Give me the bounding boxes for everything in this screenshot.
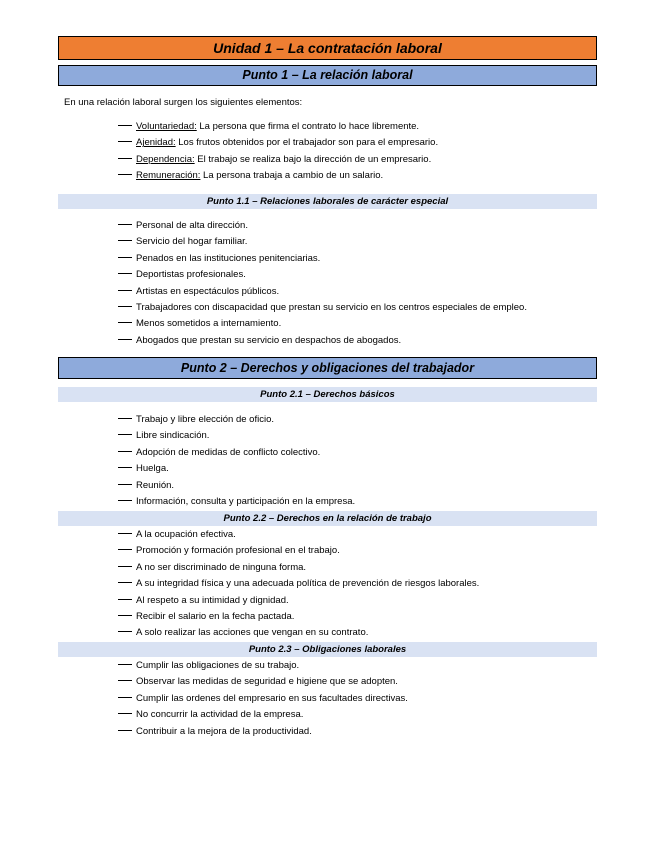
dash-icon <box>118 713 132 714</box>
list-item <box>118 494 355 510</box>
dash-icon <box>118 680 132 681</box>
subsection-title-2-1: Punto 2.1 – Derechos básicos <box>58 387 597 402</box>
list-item <box>118 576 479 592</box>
list-item <box>118 691 408 707</box>
item-text: Libre sindicación. <box>136 430 210 442</box>
item-text: Menos sometidos a internamiento. <box>136 318 282 330</box>
list-item <box>118 658 408 674</box>
list-item <box>118 119 438 135</box>
dash-icon <box>118 141 132 142</box>
term-desc: La persona trabaja a cambio de un salario. <box>200 170 384 182</box>
list-item <box>118 135 438 151</box>
special-relations-list <box>118 218 527 349</box>
elements-list <box>118 119 438 185</box>
list-item <box>118 316 527 332</box>
term: Dependencia: <box>136 153 195 165</box>
list-item <box>118 543 479 559</box>
dash-icon <box>118 322 132 323</box>
dash-icon <box>118 451 132 452</box>
work-rights-list <box>118 527 479 642</box>
term: Ajenidad: <box>136 137 176 149</box>
dash-icon <box>118 549 132 550</box>
term-desc: La persona que firma el contrato lo hace libremente. <box>196 121 420 132</box>
item-text: Al respeto a su intimidad y dignidad. <box>136 594 289 606</box>
subsection-title-2-3: Punto 2.3 – Obligaciones laborales <box>58 642 597 657</box>
list-item <box>118 300 527 316</box>
item-text: Información, consulta y participación en la empresa. <box>136 495 356 507</box>
list-item <box>118 560 479 576</box>
term-desc: Los frutos obtenidos por el trabajador son para el empresario. <box>175 137 439 149</box>
list-item <box>118 478 355 494</box>
term: Voluntariedad: <box>136 121 197 132</box>
dash-icon <box>118 257 132 258</box>
dash-icon <box>118 125 132 126</box>
dash-icon <box>118 664 132 665</box>
list-item <box>118 234 527 250</box>
dash-icon <box>118 582 132 583</box>
list-item <box>118 674 408 690</box>
dash-icon <box>118 631 132 632</box>
list-item <box>118 333 527 349</box>
item-text: Contribuir a la mejora de la productividad. <box>136 725 312 737</box>
dash-icon <box>118 697 132 698</box>
dash-icon <box>118 500 132 501</box>
item-text: Abogados que prestan su servicio en despachos de abogados. <box>136 334 402 346</box>
dash-icon <box>118 158 132 159</box>
list-item <box>118 284 527 300</box>
item-text: Promoción y formación profesional en el trabajo. <box>136 545 340 557</box>
list-item <box>118 461 355 477</box>
section-title-punto-1: Punto 1 – La relación laboral <box>58 65 597 86</box>
item-text: Adopción de medidas de conflicto colectivo. <box>136 446 321 458</box>
dash-icon <box>118 484 132 485</box>
dash-icon <box>118 339 132 340</box>
basic-rights-list <box>118 412 355 510</box>
dash-icon <box>118 240 132 241</box>
subsection-title-1-1: Punto 1.1 – Relaciones laborales de carácter especial <box>58 194 597 209</box>
dash-icon <box>118 174 132 175</box>
item-text: Deportistas profesionales. <box>136 269 246 281</box>
item-text: Cumplir las ordenes del empresario en sus facultades directivas. <box>136 692 408 704</box>
dash-icon <box>118 434 132 435</box>
dash-icon <box>118 467 132 468</box>
list-item <box>118 267 527 283</box>
list-item <box>118 625 479 641</box>
dash-icon <box>118 306 132 307</box>
dash-icon <box>118 566 132 567</box>
list-item <box>118 609 479 625</box>
term-desc: El trabajo se realiza bajo la dirección de un empresario. <box>194 153 432 165</box>
unit-title: Unidad 1 – La contratación laboral <box>58 36 597 60</box>
dash-icon <box>118 290 132 291</box>
dash-icon <box>118 224 132 225</box>
item-text: Huelga. <box>136 463 169 475</box>
list-item <box>118 707 408 723</box>
list-item <box>118 593 479 609</box>
list-item <box>118 527 479 543</box>
dash-icon <box>118 533 132 534</box>
item-text: No concurrir la actividad de la empresa. <box>136 709 304 721</box>
item-text: A su integridad física y una adecuada política de prevención de riesgos laborales. <box>136 578 480 590</box>
list-item <box>118 428 355 444</box>
item-text: Servicio del hogar familiar. <box>136 236 248 248</box>
item-text: A solo realizar las acciones que vengan en su contrato. <box>136 627 369 639</box>
list-item <box>118 218 527 234</box>
item-text: A la ocupación efectiva. <box>136 529 236 540</box>
list-item <box>118 412 355 428</box>
item-text: Cumplir las obligaciones de su trabajo. <box>136 660 300 671</box>
dash-icon <box>118 615 132 616</box>
item-text: Trabajo y libre elección de oficio. <box>136 414 274 425</box>
item-text: Recibir el salario en la fecha pactada. <box>136 610 295 622</box>
section-title-punto-2: Punto 2 – Derechos y obligaciones del trabajador <box>58 357 597 379</box>
item-text: Observar las medidas de seguridad e higiene que se adopten. <box>136 676 398 688</box>
dash-icon <box>118 599 132 600</box>
dash-icon <box>118 730 132 731</box>
item-text: A no ser discriminado de ninguna forma. <box>136 561 307 573</box>
list-item <box>118 251 527 267</box>
subsection-title-2-2: Punto 2.2 – Derechos en la relación de trabajo <box>58 511 597 526</box>
dash-icon <box>118 418 132 419</box>
item-text: Reunión. <box>136 479 175 491</box>
item-text: Personal de alta dirección. <box>136 220 248 231</box>
term: Remuneración: <box>136 170 201 182</box>
item-text: Artistas en espectáculos públicos. <box>136 285 280 297</box>
obligations-list <box>118 658 408 740</box>
item-text: Trabajadores con discapacidad que prestan su servicio en los centros especiales de empleo. <box>136 301 527 313</box>
intro-text: En una relación laboral surgen los siguientes elementos: <box>64 97 303 108</box>
list-item <box>118 724 408 740</box>
dash-icon <box>118 273 132 274</box>
list-item <box>118 445 355 461</box>
item-text: Penados en las instituciones penitenciarias. <box>136 252 321 264</box>
list-item <box>118 152 438 168</box>
list-item <box>118 168 438 184</box>
